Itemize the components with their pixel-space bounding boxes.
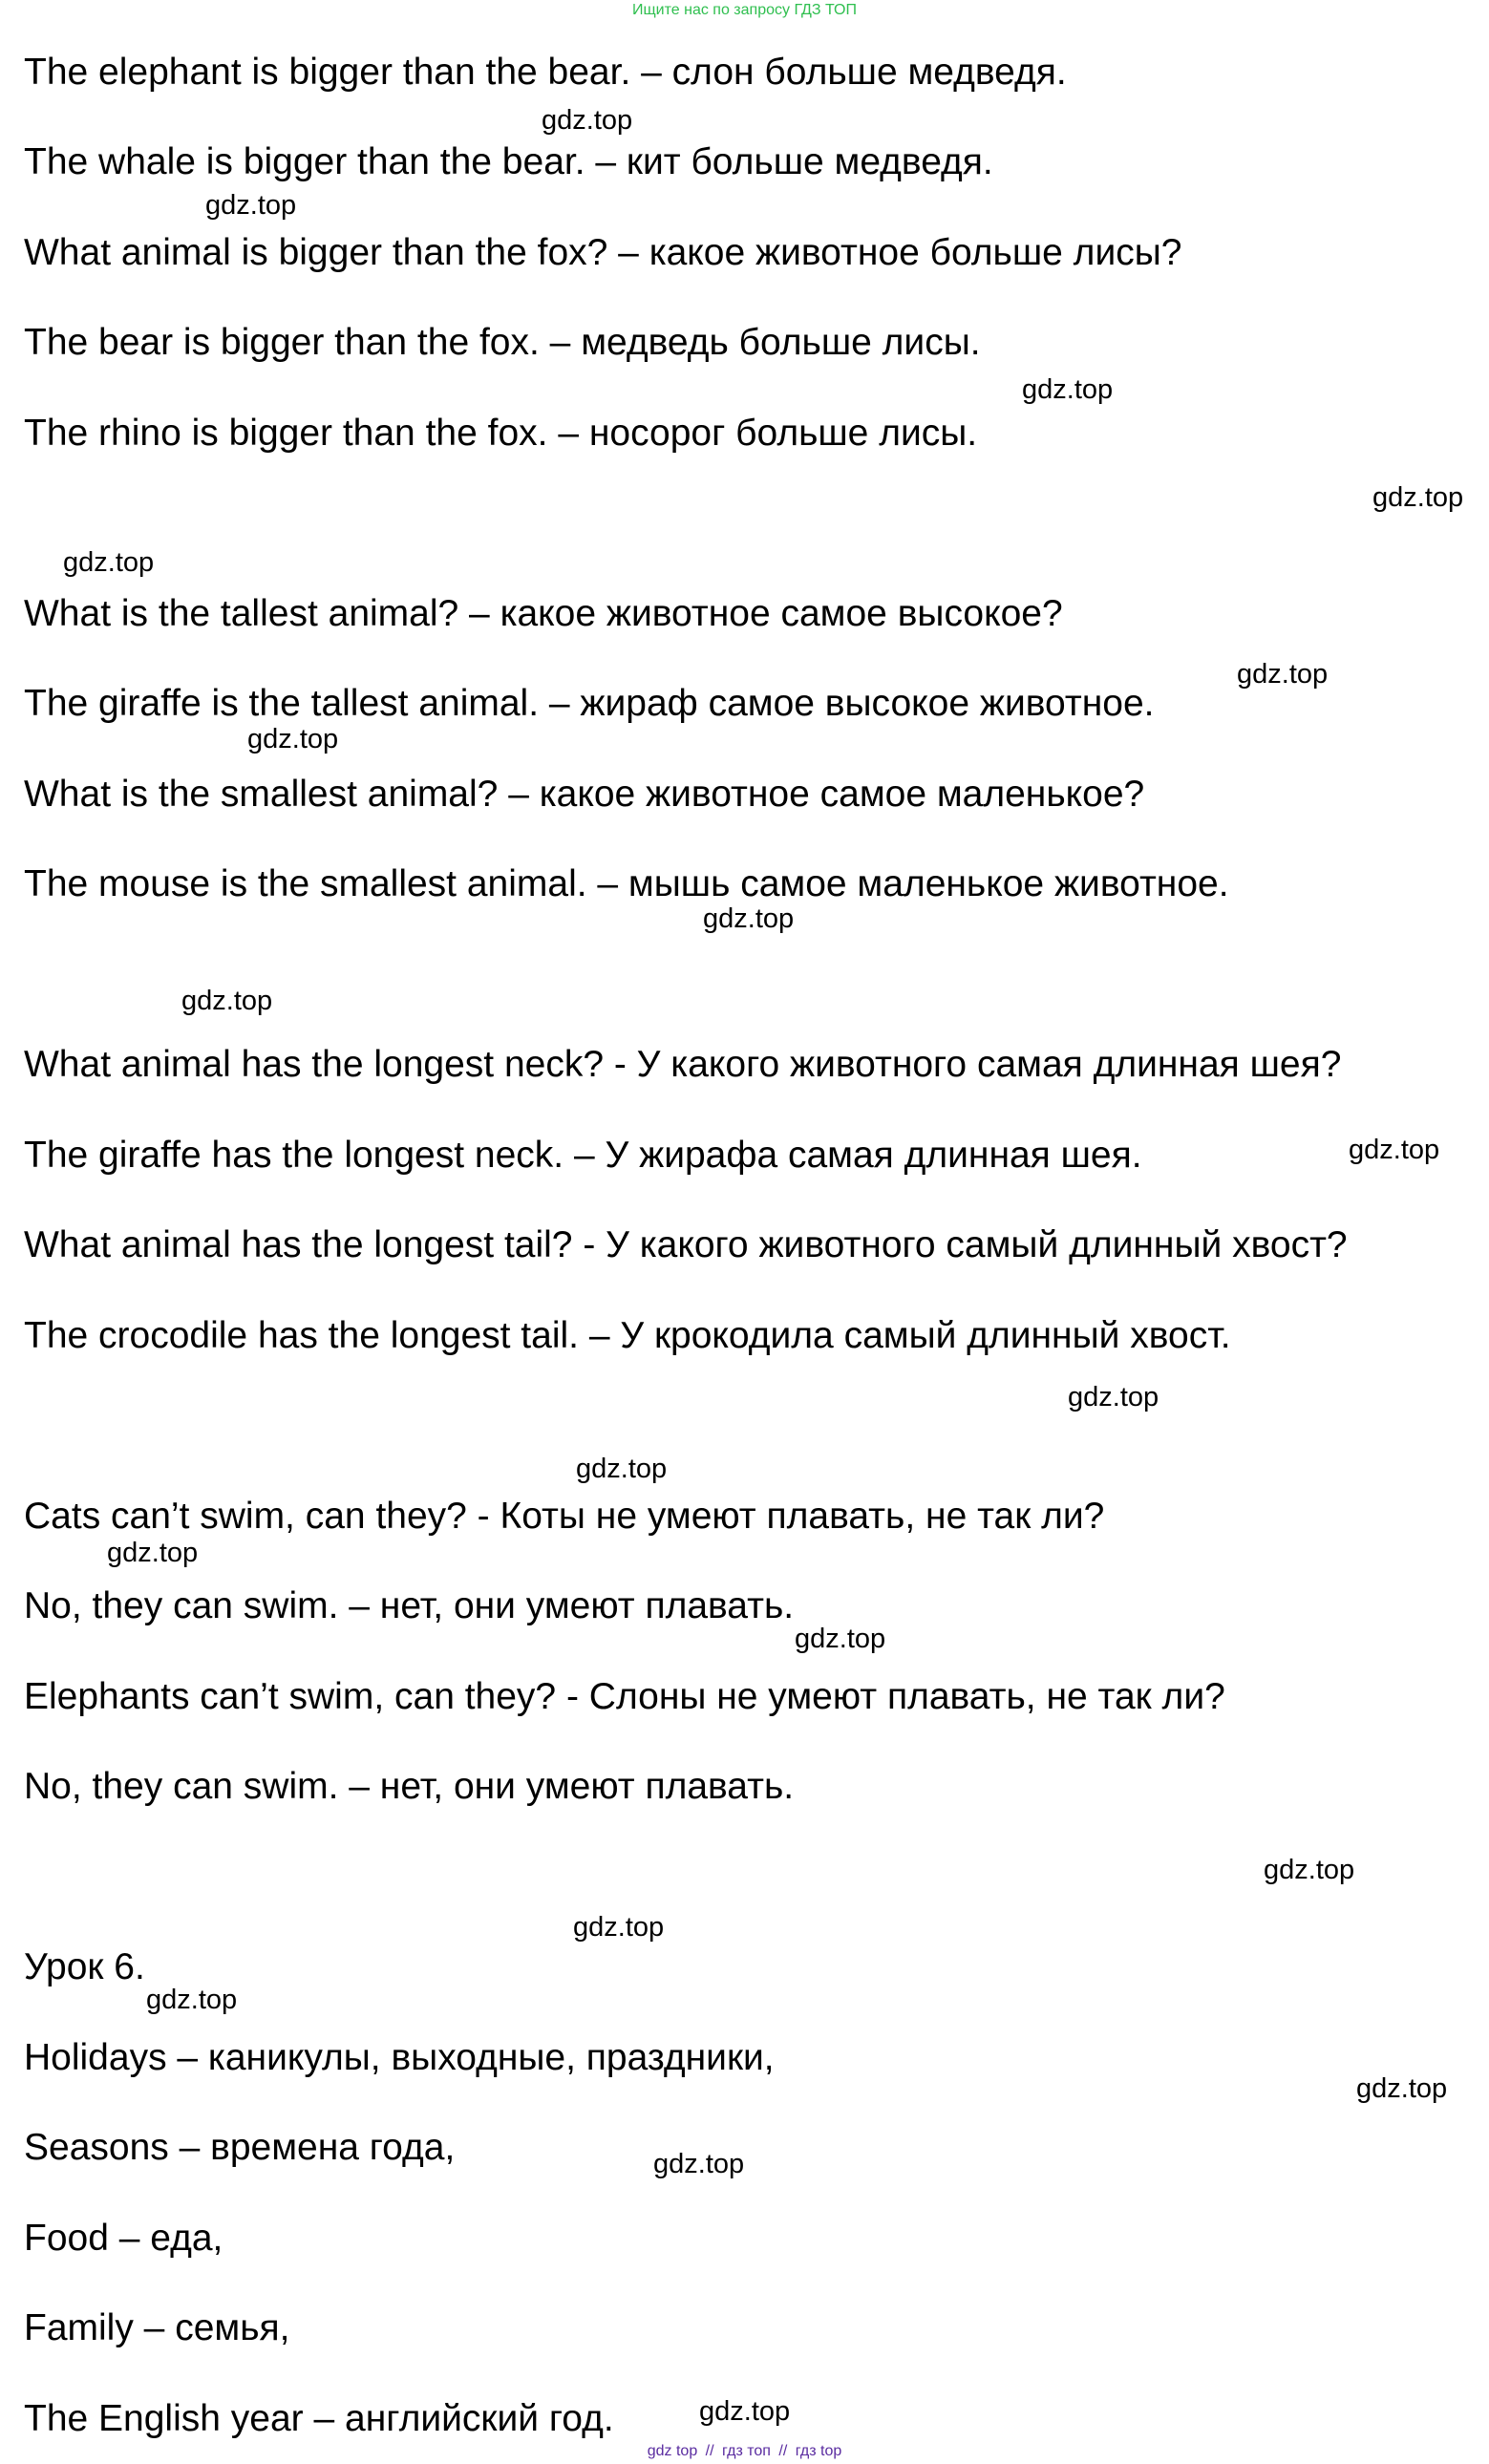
watermark: gdz.top [542, 105, 633, 136]
text-line-12: What animal has the longest tail? - У какого животного самый длинный хвост? [24, 1224, 1348, 1265]
text-line-6: What is the tallest animal? – какое животное самое высокое? [24, 593, 1063, 634]
footer-separator: // [778, 2443, 788, 2459]
text-line-9: The mouse is the smallest animal. – мышь самое маленькое животное. [24, 863, 1229, 904]
text-line-22: Family – семья, [24, 2307, 290, 2348]
watermark: gdz.top [205, 190, 297, 221]
text-line-17: No, they can swim. – нет, они умеют плавать. [24, 1766, 795, 1807]
watermark: gdz.top [247, 724, 339, 754]
text-line-4: The bear is bigger than the fox. – медведь больше лисы. [24, 322, 981, 363]
text-line-5: The rhino is bigger than the fox. – носорог больше лисы. [24, 413, 978, 454]
text-line-2: The whale is bigger than the bear. – кит больше медведя. [24, 141, 993, 182]
watermark: gdz.top [146, 1985, 238, 2015]
text-line-23: The English year – английский год. [24, 2398, 614, 2439]
text-line-21: Food – еда, [24, 2218, 223, 2259]
watermark: gdz.top [699, 2396, 791, 2427]
text-line-13: The crocodile has the longest tail. – У крокодила самый длинный хвост. [24, 1315, 1231, 1356]
watermark: gdz.top [703, 903, 795, 934]
lesson-heading: Урок 6. [24, 1946, 145, 1987]
watermark: gdz.top [1349, 1135, 1440, 1165]
watermark: gdz.top [1264, 1855, 1355, 1885]
text-line-15: No, they can swim. – нет, они умеют плавать. [24, 1585, 795, 1626]
text-line-8: What is the smallest animal? – какое животное самое маленькое? [24, 774, 1145, 815]
text-line-16: Elephants can’t swim, can they? - Слоны не умеют плавать, не так ли? [24, 1676, 1225, 1717]
watermark: gdz.top [1022, 374, 1114, 405]
top-banner: Ищите нас по запросу ГДЗ ТОП [632, 2, 857, 18]
watermark: gdz.top [576, 1454, 668, 1484]
text-line-19: Holidays – каникулы, выходные, праздники, [24, 2037, 775, 2078]
text-line-7: The giraffe is the tallest animal. – жираф самое высокое животное. [24, 683, 1155, 724]
text-line-20: Seasons – времена года, [24, 2127, 456, 2168]
footer-separator: // [705, 2443, 714, 2459]
watermark: gdz.top [653, 2149, 745, 2179]
footer-link-gdz-top-ru[interactable]: гдз топ [722, 2443, 771, 2459]
watermark: gdz.top [1372, 482, 1464, 513]
text-line-3: What animal is bigger than the fox? – какое животное больше лисы? [24, 232, 1182, 273]
text-line-11: The giraffe has the longest neck. – У жирафа самая длинная шея. [24, 1135, 1142, 1176]
text-line-14: Cats can’t swim, can they? - Коты не умеют плавать, не так ли? [24, 1496, 1105, 1537]
watermark: gdz.top [1237, 659, 1329, 690]
watermark: gdz.top [1356, 2073, 1448, 2104]
watermark: gdz.top [573, 1912, 665, 1943]
watermark: gdz.top [107, 1538, 199, 1568]
footer-links [0, 2441, 1489, 2462]
text-line-10: What animal has the longest neck? - У какого животного самая длинная шея? [24, 1044, 1342, 1085]
watermark: gdz.top [795, 1624, 886, 1654]
watermark: gdz.top [63, 547, 155, 578]
footer-link-gdz-top-mixed[interactable]: гдз top [795, 2443, 842, 2459]
watermark: gdz.top [1068, 1382, 1159, 1413]
watermark: gdz.top [181, 986, 273, 1016]
text-line-1: The elephant is bigger than the bear. – слон больше медведя. [24, 52, 1067, 93]
footer-link-gdz-top[interactable]: gdz top [647, 2443, 698, 2459]
